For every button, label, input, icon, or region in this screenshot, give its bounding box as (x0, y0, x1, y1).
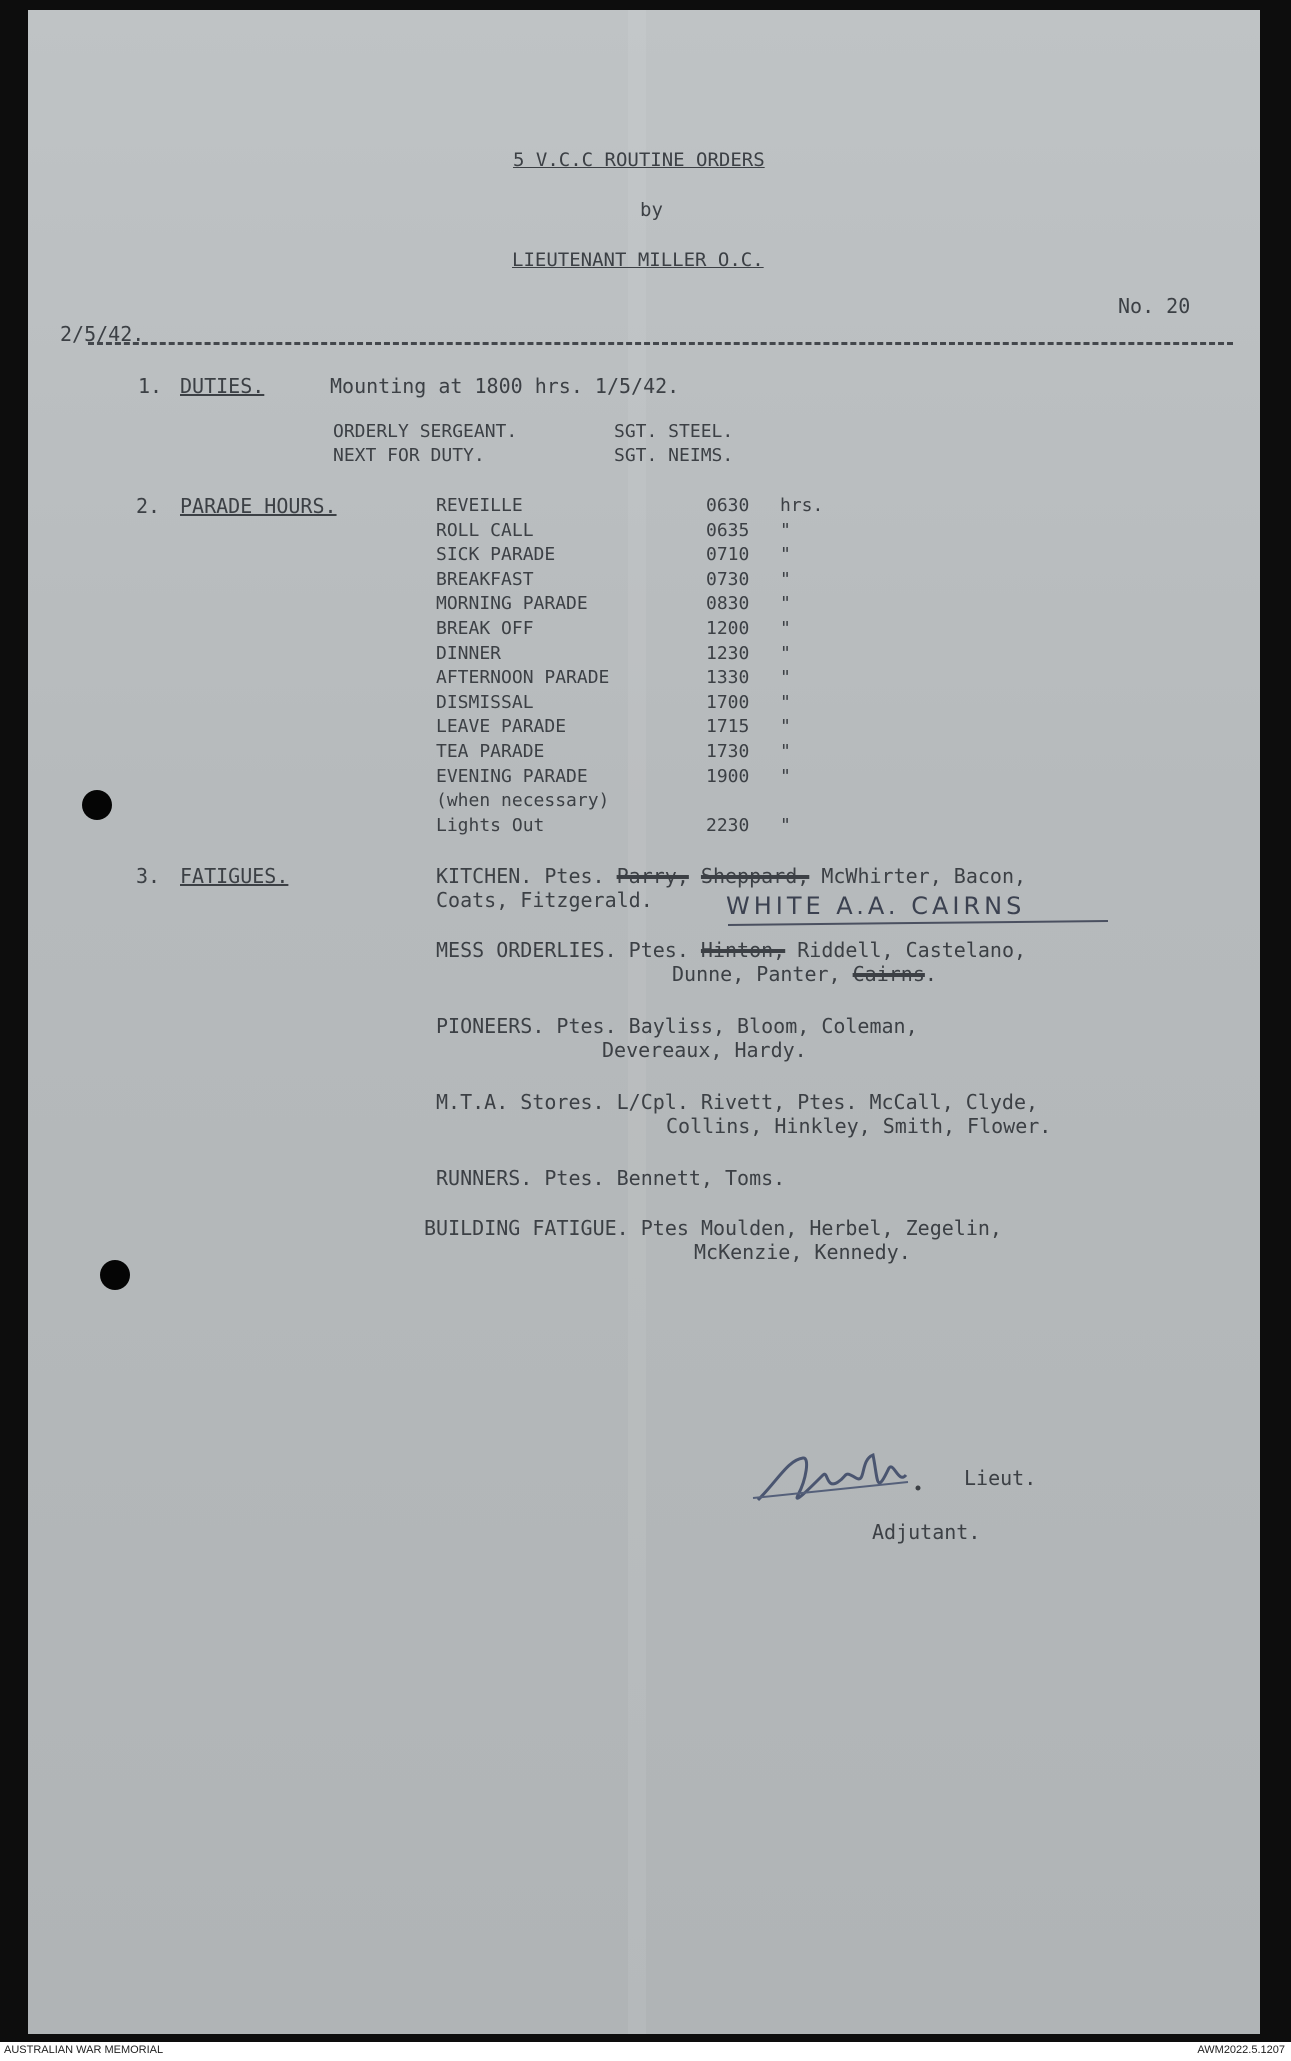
parade-row-label: BREAK OFF (436, 618, 534, 639)
officer-line: LIEUTENANT MILLER O.C. (512, 249, 764, 271)
duties-mounting: Mounting at 1800 hrs. 1/5/42. (330, 374, 680, 398)
pioneers-line-2: Devereaux, Hardy. (602, 1038, 807, 1062)
duties-heading: DUTIES. (180, 374, 265, 398)
fatigues-heading: FATIGUES. (180, 864, 289, 888)
parade-row-label: AFTERNOON PARADE (436, 667, 610, 689)
parade-row-unit: " (780, 765, 791, 787)
mess-orderlies-line-2: Dunne, Panter, Cairns. (672, 962, 937, 986)
parade-row-unit: " (780, 716, 791, 738)
parade-row-unit: " (780, 642, 791, 664)
parade-row-label: DISMISSAL (436, 691, 534, 713)
parade-row-time: 2230 (706, 814, 750, 836)
building-fatigue-line-1: BUILDING FATIGUE. Ptes Moulden, Herbel, Zegelin, (424, 1216, 1002, 1240)
parade-row-time: 1230 (706, 642, 750, 664)
handwritten-names: WHITE A.A. CAIRNS (726, 892, 1026, 920)
parade-row-unit: " (780, 519, 791, 541)
parade-row-time: 1730 (706, 741, 750, 762)
parade-row-time: 0630 (706, 495, 750, 516)
runners-line: RUNNERS. Ptes. Bennett, Toms. (436, 1166, 786, 1190)
signature-rank: Lieut. (964, 1466, 1037, 1490)
footer-left: AUSTRALIAN WAR MEMORIAL (4, 2044, 164, 2056)
punch-hole (82, 790, 112, 820)
parade-row-label: DINNER (436, 642, 502, 664)
parade-row-label: EVENING PARADE (436, 765, 588, 787)
mta-stores-line-2: Collins, Hinkley, Smith, Flower. (666, 1114, 1052, 1138)
footer-right: AWM2022.5.1207 (1197, 2044, 1285, 2056)
parade-row-unit: " (780, 667, 791, 689)
mta-stores-line-1: M.T.A. Stores. L/Cpl. Rivett, Ptes. McCall, Clyde, (436, 1090, 1039, 1114)
parade-row-label: Lights Out (436, 814, 545, 836)
signature-role: Adjutant. (872, 1520, 981, 1544)
kitchen-line-1: KITCHEN. Ptes. Parry, Sheppard, McWhirter, Bacon, (436, 864, 1027, 888)
parade-row-time: 0710 (706, 544, 750, 566)
signature (748, 1440, 948, 1520)
parade-row-label: BREAKFAST (436, 568, 534, 590)
fatigues-number: 3. (136, 864, 161, 888)
by-line: by (640, 199, 663, 221)
parade-row-unit: " (780, 544, 791, 566)
header-divider (88, 342, 1233, 345)
parade-heading: PARADE HOURS. (180, 494, 337, 518)
parade-row-label: ROLL CALL (436, 519, 534, 541)
kitchen-line-2: Coats, Fitzgerald. (436, 888, 653, 912)
parade-row-unit: " (780, 741, 791, 762)
handwritten-underline (728, 920, 1108, 926)
parade-row-time: 1200 (706, 618, 750, 639)
punch-hole (100, 1260, 130, 1290)
building-fatigue-line-2: McKenzie, Kennedy. (694, 1240, 911, 1264)
parade-row-time: 1900 (706, 765, 750, 787)
parade-row-label: REVEILLE (436, 495, 523, 516)
parade-row-time: 0830 (706, 593, 750, 615)
document-title: 5 V.C.C ROUTINE ORDERS (513, 149, 765, 171)
document-sheet (28, 10, 1260, 2034)
next-for-duty-label: NEXT FOR DUTY. (333, 445, 485, 466)
parade-row-label: (when necessary) (436, 790, 610, 812)
parade-row-label: TEA PARADE (436, 741, 545, 762)
struck-name: Sheppard, (700, 864, 810, 888)
parade-row-time: 1715 (706, 716, 750, 738)
parade-row-time: 1330 (706, 667, 750, 689)
parade-row-label: LEAVE PARADE (436, 716, 567, 738)
parade-number: 2. (136, 494, 161, 518)
order-number: No. 20 (1118, 294, 1191, 318)
duties-number: 1. (138, 374, 163, 398)
parade-row-label: MORNING PARADE (436, 593, 588, 615)
order-date: 2/5/42. (60, 322, 145, 346)
parade-row-unit: " (780, 618, 791, 639)
orderly-sergeant-name: SGT. STEEL. (614, 421, 734, 442)
struck-name: Cairns (852, 962, 925, 986)
parade-row-unit: " (780, 568, 791, 590)
next-for-duty-name: SGT. NEIMS. (614, 445, 734, 466)
orderly-sergeant-label: ORDERLY SERGEANT. (333, 421, 518, 442)
parade-row-unit: " (780, 593, 791, 615)
struck-name: Parry, (616, 864, 689, 888)
struck-name: Hinton, (700, 938, 786, 962)
parade-row-unit: " (780, 814, 791, 836)
parade-row-unit: hrs. (780, 495, 824, 516)
parade-row-unit: " (780, 691, 791, 713)
parade-row-time: 0635 (706, 519, 750, 541)
parade-row-time: 0730 (706, 568, 750, 590)
parade-row-label: SICK PARADE (436, 544, 556, 566)
parade-row-time: 1700 (706, 691, 750, 713)
pioneers-line-1: PIONEERS. Ptes. Bayliss, Bloom, Coleman, (436, 1014, 918, 1038)
mess-orderlies-line-1: MESS ORDERLIES. Ptes. Hinton, Riddell, Castelano, (436, 938, 1027, 962)
